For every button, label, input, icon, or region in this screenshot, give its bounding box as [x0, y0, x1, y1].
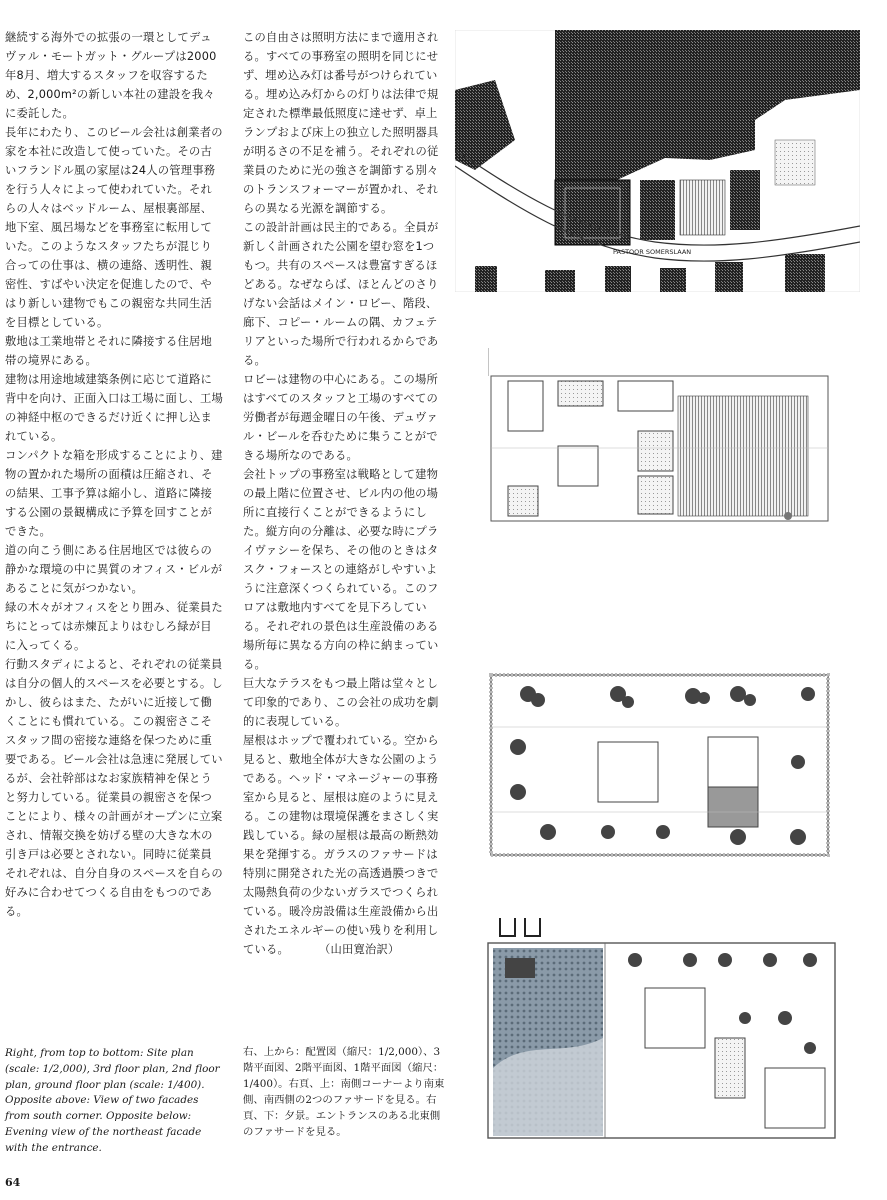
english-caption: Right, from top to bottom: Site plan (scale: 1/2,000), 3rd floor plan, 2nd floor plan, ground floor plan (scale: 1/400). Opposite above: View of two facades from south corner. Opposite below: Evening view of the northeast facade with the entrance. [5, 1047, 220, 1154]
paragraph: 長年にわたり、このビール会社は創業者の家を本社に改造して使っていた。その古いフランドル風の家屋は24人の管理事務を行う人々によって使われていた。それらの人々はベッドルーム、屋根裏部屋、地下室、風呂場などを事務室に転用していた。このようなスタッフたちが混じり合っての仕事は、横の連絡、透明性、親密性、すばやい決定を促進したので、やはり新しい建物でもこの親密な共同生活を目標としている。 [5, 126, 223, 329]
ground-floor-plan [485, 918, 840, 1140]
parking-area [680, 180, 725, 235]
paragraph: 会社トップの事務室は戦略として建物の最上階に位置させ、ビル内の他の場所に直接行くことができるようにした。縦方向の分離は、必要な時にプライヴァシーを保ち、その他のときはタスク・フォースとの連絡がしやすいように注意深くつくられている。このフロアは敷地内すべてを見下ろしている。それぞれの景色は生産設備のある場所毎に異なる方向の枠に納まっている。 [243, 468, 439, 671]
street-label: PASTOOR SOMERSLAAN [613, 248, 692, 256]
paragraph: この設計計画は民主的である。全員が新しく計画された公園を望む窓を1つもつ。共有のスペースは豊富すぎるほどある。なぜならば、ほとんどのさりげない会話はメイン・ロビー、階段、廊下、コピー・ルームの隅、カフェテリアといった場所で行われるからである。 [243, 221, 439, 367]
building-block [730, 170, 760, 230]
body-text-column-2 [243, 28, 441, 959]
paragraph [243, 731, 441, 959]
paragraph: 建物は用途地域建築条例に応じて道路に背中を向け、正面入口は工場に面し、工場の神経中枢のできるだけ近くに押し込まれている。 [5, 373, 223, 443]
paragraph: 道の向こう側にある住居地区では彼らの静かな環境の中に異質のオフィス・ビルがあることに気がつかない。 [5, 544, 223, 595]
paragraph: この自由さは照明方法にまで適用される。すべての事務室の照明を同じにせず、埋め込み灯は番号がつけられている。埋め込み灯からの灯りは法律で規定された標準最低照度に達せず、卓上ランプおよび床上の独立した照明器具が明るさの不足を補う。それぞれの従業員のために光の強さを調節する別々のトランスフォーマーが置かれ、それらの異なる光源を調節する。 [243, 31, 439, 215]
building-block [640, 180, 675, 240]
second-floor-plan [488, 672, 833, 860]
paragraph: コンパクトな箱を形成することにより、建物の置かれた場所の面積は圧縮され、その結果、工事予算は縮小し、道路に隣接する公園の景観構成に予算を回すことができた。 [5, 449, 223, 538]
body-text-column-1 [5, 28, 223, 921]
paragraph: 継続する海外での拡張の一環としてデュヴァル・モートガット・グループは2000年8月、増大するスタッフを収容するため、2,000m²の新しい本社の建設を我々に委託した。 [5, 31, 217, 120]
paragraph: 緑の木々がオフィスをとり囲み、従業員たちにとっては赤煉瓦よりはむしろ緑が目に入ってくる。 [5, 601, 223, 652]
translator-credit: （山田寛治訳） [319, 943, 400, 956]
headquarters-building [555, 180, 630, 245]
site-plan-figure [455, 30, 860, 292]
paragraph-text: 屋根はホップで覆われている。空から見ると、敷地全体が大きな公園のようである。ヘッド・マネージャーの事務室から見ると、屋根は庭のように見える。この建物は環境保護をまさしく実践している。緑の屋根は最高の断熱効果を発揮する。ガラスのファサードは特別に開発された光の高透過膜つきで太陽熱負荷の少ないガラスでつくられている。暖冷房設備は生産設備から出されたエネルギーの使い残りを利用している。 [243, 734, 439, 956]
paragraph: ロビーは建物の中心にある。この場所はすべてのスタッフと工場のすべての労働者が毎週金曜日の午後、デュヴァル・ビールを呑むために集うことができる場所なのである。 [243, 373, 438, 462]
core-room [708, 787, 758, 827]
page-number: 64 [5, 1176, 21, 1189]
paragraph: 敷地は工業地帯とそれに隣接する住居地帯の境界にある。 [5, 335, 212, 367]
japanese-caption: 右、上から：配置図（縮尺：1/2,000）、3階平面図、2階平面図、1階平面図（縮尺：1/400）。右頁、上：南側コーナーより南東側、南西側の2つのファサードを見る。右頁、下：夕景。エントランスのある北東側のファサードを見る。 [243, 1046, 445, 1138]
roof-terrace [678, 396, 808, 516]
paragraph: 行動スタディによると、それぞれの従業員は自分の個人的スペースを必要とする。しかし、彼らはまた、たがいに近接して働くことにも慣れている。この親密さこそスタッフ間の密接な連絡を保つために重要である。ビール会社は急速に発展しているが、会社幹部はなお家族精神を保とうと努力している。従業員の親密さを保つことにより、様々の計画がオープンに立案され、情報交換を妨げる壁の大きな木の引き戸は必要とされない。同時に従業員それぞれは、自分自身のスペースを自らの好みに合わせてつくる自由をもつのである。 [5, 658, 223, 918]
third-floor-plan [488, 336, 833, 526]
paragraph: 巨大なテラスをもつ最上階は堂々として印象的であり、この会社の成功を劇的に表現している。 [243, 677, 439, 728]
